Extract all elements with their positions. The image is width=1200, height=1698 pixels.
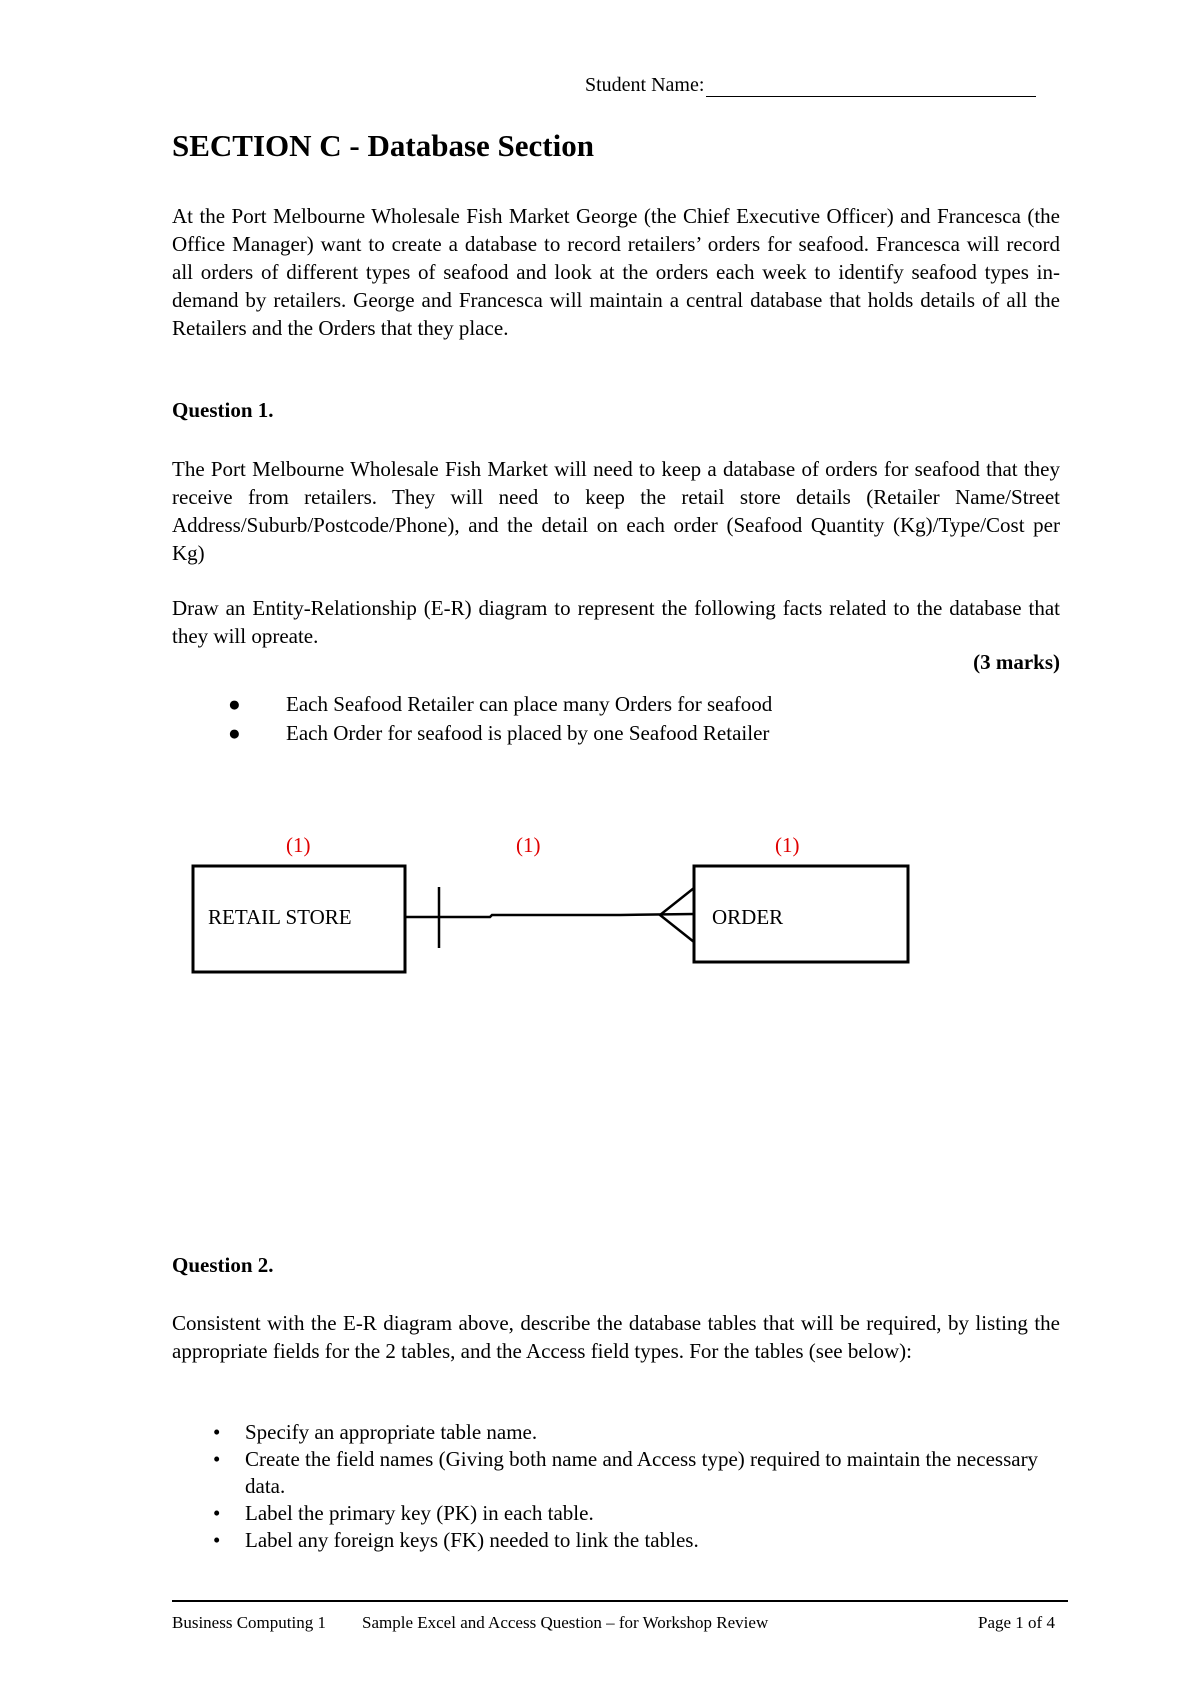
question-2-bullets	[213, 1419, 1043, 1554]
bullet-icon: •	[213, 1420, 221, 1444]
section-title: SECTION C - Database Section	[172, 128, 594, 163]
bullet-text: Create the field names (Giving both name and Access type) required to maintain the necessary data.	[245, 1447, 1039, 1498]
bullet-icon: •	[213, 1501, 221, 1525]
bullet-text: Label the primary key (PK) in each table.	[245, 1501, 594, 1525]
mark-middle-label: (1)	[516, 833, 541, 857]
relationship-line	[405, 914, 694, 917]
bullet-text: Label any foreign keys (FK) needed to link the tables.	[245, 1528, 699, 1552]
student-name-field[interactable]	[585, 74, 1036, 97]
order-entity-label: ORDER	[712, 905, 784, 929]
bullet-icon: ●	[228, 692, 241, 716]
retail-store-entity-label: RETAIL STORE	[208, 905, 352, 929]
student-name-label: Student Name:	[585, 74, 705, 96]
question-1-paragraph: The Port Melbourne Wholesale Fish Market will need to keep a database of orders for seafood that they receive from retailers. They will need to keep the retail store details (Retailer Name/Street Address/Suburb/Postcode/Phone), and the detail on each order (Seafood Quantity (Kg)/Type/Cost per Kg)	[172, 457, 1060, 565]
er-diagram	[0, 820, 1200, 1000]
list-item	[228, 690, 772, 719]
bullet-icon: •	[213, 1447, 221, 1471]
question-1-instruction: Draw an Entity-Relationship (E-R) diagram to represent the following facts related to the database that they will opreate.	[172, 596, 1060, 648]
bullet-text: Specify an appropriate table name.	[245, 1420, 538, 1444]
bullet-text: Each Seafood Retailer can place many Orders for seafood	[286, 692, 773, 716]
mark-left-label: (1)	[286, 833, 311, 857]
footer-title: Sample Excel and Access Question – for Workshop Review	[362, 1613, 769, 1632]
footer-divider	[172, 1600, 1068, 1602]
list-item	[213, 1500, 1043, 1527]
bullet-icon: ●	[228, 721, 241, 745]
footer-page-number: Page 1 of 4	[978, 1613, 1055, 1632]
student-name-blank[interactable]	[706, 76, 1036, 97]
footer-course: Business Computing 1	[172, 1613, 326, 1632]
list-item	[213, 1446, 1043, 1500]
list-item	[213, 1527, 1043, 1554]
bullet-text: Each Order for seafood is placed by one Seafood Retailer	[286, 721, 770, 745]
question-2-heading: Question 2.	[172, 1253, 274, 1277]
question-2-paragraph: Consistent with the E-R diagram above, describe the database tables that will be required, by listing the appropriate fields for the 2 tables, and the Access field types. For the tables (see below):	[172, 1311, 1060, 1363]
question-1-bullets	[228, 690, 772, 748]
intro-paragraph: At the Port Melbourne Wholesale Fish Market George (the Chief Executive Officer) and Francesca (the Office Manager) want to create a database to record retailers’ orders for seafood. Francesca will record all orders of different types of seafood and look at the orders each week to identify seafood types in-demand by retailers. George and Francesca will maintain a central database that holds details of all the Retailers and the Orders that they place.	[172, 204, 1060, 340]
marks-label: (3 marks)	[973, 650, 1060, 674]
mark-right-label: (1)	[775, 833, 800, 857]
question-1-heading: Question 1.	[172, 398, 274, 422]
list-item	[228, 719, 772, 748]
list-item	[213, 1419, 1043, 1446]
bullet-icon: •	[213, 1528, 221, 1552]
